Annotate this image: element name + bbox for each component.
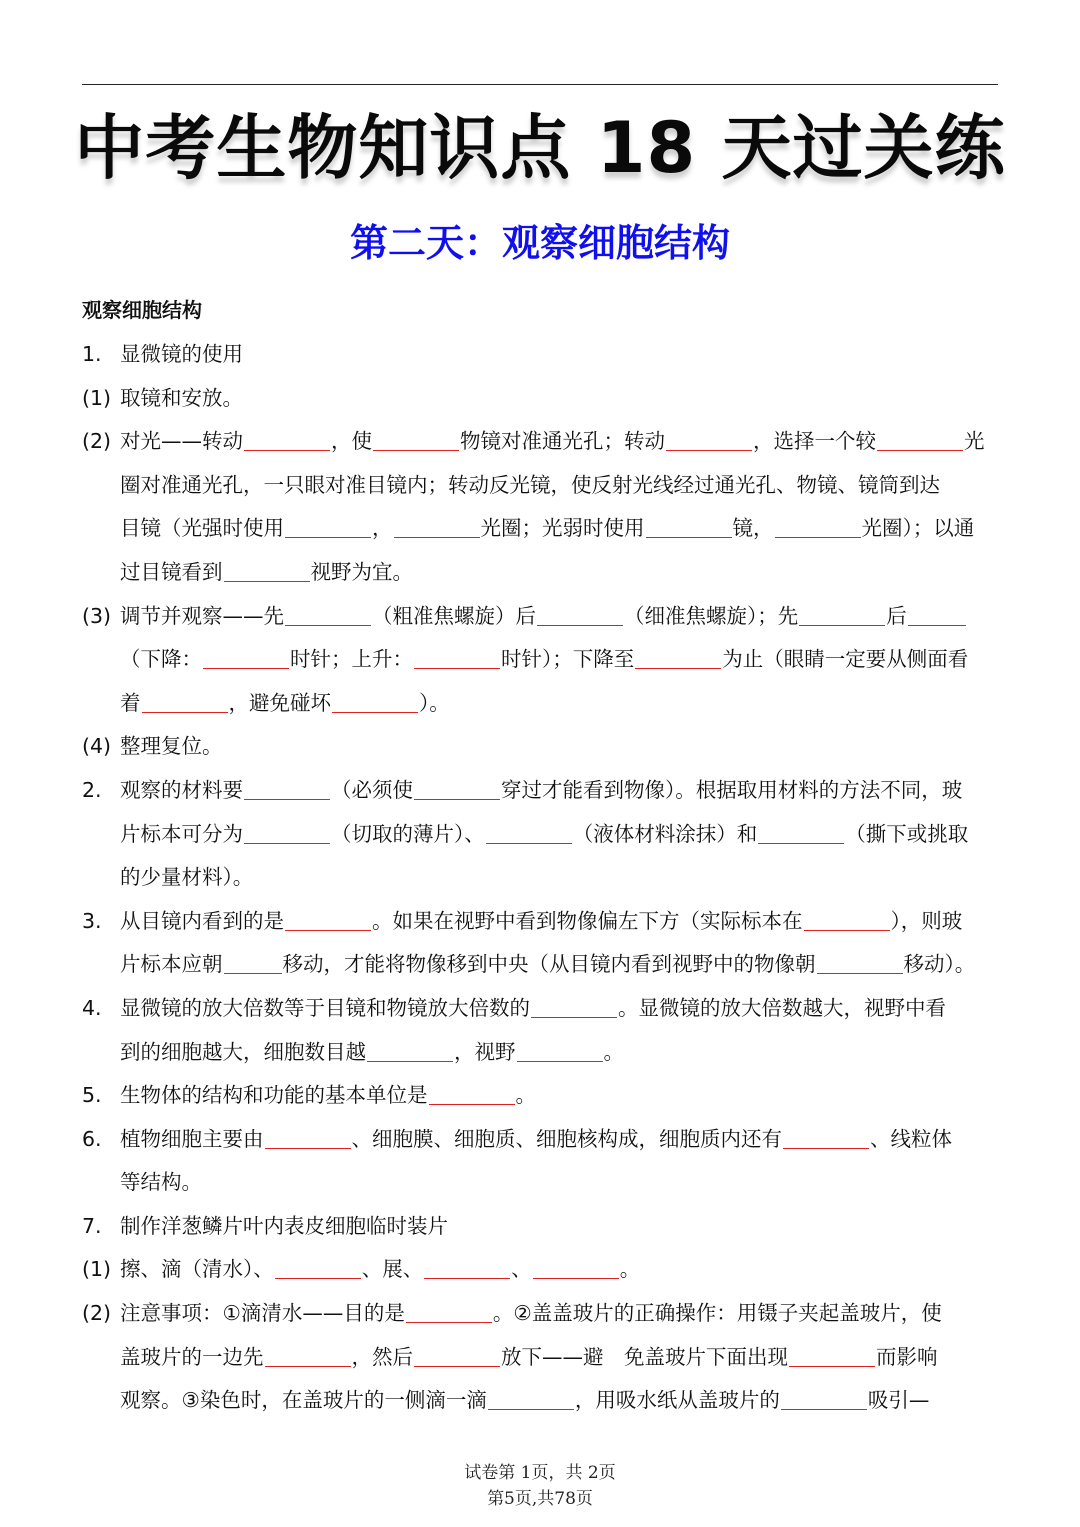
answer-blank[interactable] xyxy=(414,779,500,800)
item-7: 7. 制作洋葱鳞片叶内表皮细胞临时装片 xyxy=(82,1213,448,1238)
item-1-3: (3) 调节并观察——先 （粗准焦螺旋）后 （细准焦螺旋）；先 后 xyxy=(82,595,1002,639)
answer-blank[interactable] xyxy=(406,1302,492,1323)
answer-blank[interactable] xyxy=(781,1389,867,1410)
answer-blank[interactable] xyxy=(224,953,282,974)
answer-blank[interactable] xyxy=(244,430,330,451)
answer-blank[interactable] xyxy=(789,1346,875,1367)
answer-blank[interactable] xyxy=(275,1258,361,1279)
page-counter: 试卷第 1页，共 2页 xyxy=(464,1463,616,1483)
answer-blank[interactable] xyxy=(775,517,861,538)
item-6: 6. 植物细胞主要由 、细胞膜、细胞质、细胞核构成，细胞质内还有 、线粒体 xyxy=(82,1126,952,1151)
answer-blank[interactable] xyxy=(373,430,459,451)
answer-blank[interactable] xyxy=(285,605,371,626)
answer-blank[interactable] xyxy=(203,648,289,669)
item-3-cont: 片标本应朝 移动，才能将物像移到中央（从目镜内看到视野中的物像朝 移动）。 xyxy=(120,952,976,977)
worksheet-content xyxy=(82,333,1002,1423)
sub-title: 第二天：观察细胞结构 xyxy=(349,221,730,265)
answer-blank[interactable] xyxy=(817,953,903,974)
item-7-2-cont: 观察。③染色时，在盖玻片的一侧滴一滴 ，用吸水纸从盖玻片的 吸引— xyxy=(120,1388,930,1413)
item-2-cont: 片标本可分为 （切取的薄片）、 （液体材料涂抹）和 （撕下或挑取 xyxy=(120,821,969,846)
item-7-2-cont: 盖玻片的一边先 ，然后 放下——避 免盖玻片下面出现 而影响 xyxy=(120,1344,938,1369)
item-1-3-cont: （下降： 时针；上升： 时针）；下降至 为止（眼睛一定要从侧面看 xyxy=(120,647,969,672)
answer-blank[interactable] xyxy=(265,1128,351,1149)
answer-blank[interactable] xyxy=(804,910,890,931)
item-1-2-cont: 过目镜看到 视野为宜。 xyxy=(120,559,413,584)
item-1-1: (1) 取镜和安放。 xyxy=(82,385,243,410)
answer-blank[interactable] xyxy=(332,692,418,713)
answer-blank[interactable] xyxy=(877,430,963,451)
answer-blank[interactable] xyxy=(666,430,752,451)
answer-blank[interactable] xyxy=(414,1346,500,1367)
answer-blank[interactable] xyxy=(285,517,371,538)
answer-blank[interactable] xyxy=(429,1084,515,1105)
answer-blank[interactable] xyxy=(537,605,623,626)
answer-blank[interactable] xyxy=(265,1346,351,1367)
item-1-2-cont: 圈对准通光孔，一只眼对准目镜内；转动反光镜，使反射光线经过通光孔、物镜、镜筒到达 xyxy=(120,472,940,497)
answer-blank[interactable] xyxy=(758,823,844,844)
total-page-counter: 第5页,共78页 xyxy=(487,1489,593,1509)
answer-blank[interactable] xyxy=(531,997,617,1018)
answer-blank[interactable] xyxy=(224,561,310,582)
item-7-2: (2) 注意事项：①滴清水——目的是 。②盖盖玻片的正确操作：用镊子夹起盖玻片，使 xyxy=(82,1301,942,1326)
answer-blank[interactable] xyxy=(908,605,966,626)
answer-blank[interactable] xyxy=(517,1041,603,1062)
item-6-cont: 等结构。 xyxy=(120,1170,202,1195)
item-1: 1. 显微镜的使用 xyxy=(82,342,243,366)
section-title: 观察细胞结构 xyxy=(82,298,202,322)
item-1-2-cont: 目镜（光强时使用 ， 光圈；光弱时使用 镜， 光圈）；以通 xyxy=(120,516,975,541)
answer-blank[interactable] xyxy=(533,1258,619,1279)
answer-blank[interactable] xyxy=(783,1128,869,1149)
item-1-3-cont: 着 ，避免碰坏 ）。 xyxy=(120,690,450,715)
answer-blank[interactable] xyxy=(488,1389,574,1410)
item-4-cont: 到的细胞越大，细胞数目越 ，视野 。 xyxy=(120,1039,624,1064)
answer-blank[interactable] xyxy=(142,692,228,713)
answer-blank[interactable] xyxy=(367,1041,453,1062)
answer-blank[interactable] xyxy=(394,517,480,538)
item-1-2: (2) 对光——转动 ，使 物镜对准通光孔；转动 ，选择一个较 光 xyxy=(82,429,985,454)
header-rule xyxy=(82,84,998,85)
item-7-1: (1) 擦、滴（清水）、 、展、 、 。 xyxy=(82,1257,641,1282)
answer-blank[interactable] xyxy=(244,823,330,844)
answer-blank[interactable] xyxy=(799,605,885,626)
answer-blank[interactable] xyxy=(424,1258,510,1279)
item-1-4: (4) 整理复位。 xyxy=(82,734,223,759)
main-title: 中考生物知识点 18 天过关练 xyxy=(74,107,1006,189)
item-2: 2. 观察的材料要 （必须使 穿过才能看到物像）。根据取用材料的方法不同，玻 xyxy=(82,777,963,802)
answer-blank[interactable] xyxy=(285,910,371,931)
item-3: 3. 从目镜内看到的是 。如果在视野中看到物像偏左下方（实际标本在 ），则玻 xyxy=(82,908,963,933)
item-4: 4. 显微镜的放大倍数等于目镜和物镜放大倍数的 。显微镜的放大倍数越大，视野中看 xyxy=(82,995,946,1020)
answer-blank[interactable] xyxy=(414,648,500,669)
answer-blank[interactable] xyxy=(646,517,732,538)
item-5: 5. 生物体的结构和功能的基本单位是 。 xyxy=(82,1083,536,1108)
answer-blank[interactable] xyxy=(244,779,330,800)
answer-blank[interactable] xyxy=(635,648,721,669)
item-2-cont: 的少量材料）。 xyxy=(120,865,254,890)
answer-blank[interactable] xyxy=(486,823,572,844)
